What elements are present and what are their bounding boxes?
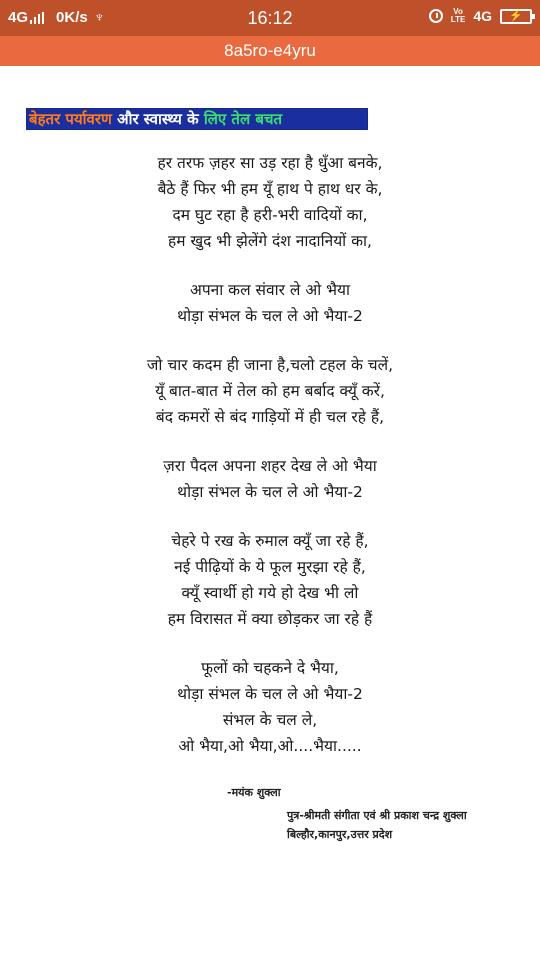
poem-line: हम खुद भी झेलेंगे दंश नादानियों का, (168, 232, 372, 250)
poem-stanza (0, 352, 540, 430)
poem-line: थोड़ा संभल के चल ले ओ भैया-2 (177, 685, 363, 703)
status-time: 16:12 (247, 8, 293, 28)
author-parents: पुत्र-श्रीमती संगीता एवं श्री प्रकाश चन्द्र शुक्ला (287, 809, 467, 822)
poem-line: क्यूँ स्वार्थी हो गये हो देख भी लो (181, 584, 359, 602)
poem-line: जो चार कदम ही जाना है,चलो टहल के चलें, (146, 356, 394, 374)
author-name: -मयंक शुक्ला (227, 786, 281, 799)
author-location: बिल्हौर,कानपुर,उत्तर प्रदेश (287, 828, 393, 841)
poem-stanza (0, 655, 540, 759)
status-right (429, 8, 532, 24)
poem-line: यूँ बात-बात में तेल को हम बर्बाद क्यूँ करें, (155, 382, 385, 400)
network-type-label: 4G (8, 9, 29, 26)
poem-line: फूलों को चहकने दे भैया, (201, 659, 339, 677)
poem-stanza (0, 528, 540, 632)
volte-icon: Vo LTE (450, 7, 466, 24)
poem-heading-banner (26, 108, 368, 130)
poem-line: संभल के चल ले, (222, 711, 318, 729)
usb-icon: ♆ (93, 9, 105, 26)
page-title: 8a5ro-e4yru (224, 41, 316, 60)
poem-line: चेहरे पे रख के रुमाल क्यूँ जा रहे हैं, (171, 532, 369, 550)
poem-line: थोड़ा संभल के चल ले ओ भैया-2 (177, 483, 363, 501)
heading-part-2: और स्वास्थ्य के (111, 110, 204, 128)
poem-line: थोड़ा संभल के चल ले ओ भैया-2 (177, 307, 363, 325)
poem-line: ज़रा पैदल अपना शहर देख ले ओ भैया (163, 457, 377, 475)
poem-stanza (0, 277, 540, 329)
poem-stanza (0, 453, 540, 505)
poem-stanza (0, 150, 540, 254)
page-title-bar (0, 36, 540, 66)
poem-line: बैठे हैं फिर भी हम यूँ हाथ पे हाथ धर के, (157, 180, 383, 198)
poem-line: दम घुट रहा है हरी-भरी वादियों का, (172, 206, 368, 224)
network-4g-label: 4G (473, 8, 492, 24)
network-speed: 0K/s (56, 9, 88, 26)
poem-line: ओ भैया,ओ भैया,ओ....भैया..... (178, 737, 362, 755)
poem-line: अपना कल संवार ले ओ भैया (189, 281, 351, 299)
alarm-icon (429, 9, 443, 23)
poem-line: हम विरासत में क्या छोड़कर जा रहे हैं (167, 610, 373, 628)
heading-part-3: लिए तेल बचत (203, 110, 283, 128)
poem-line: नई पीढ़ियों के ये फूल मुरझा रहे हैं, (174, 558, 366, 576)
poem-line: बंद कमरों से बंद गाड़ियों में ही चल रहे हैं, (155, 408, 385, 426)
poem-line: हर तरफ ज़हर सा उड़ रहा है धुँआ बनके, (157, 154, 383, 172)
battery-charging-icon: ⚡ (500, 9, 532, 24)
heading-part-1: बेहतर पर्यावरण (29, 110, 112, 128)
poem-body (0, 150, 540, 782)
status-bar (0, 0, 540, 36)
